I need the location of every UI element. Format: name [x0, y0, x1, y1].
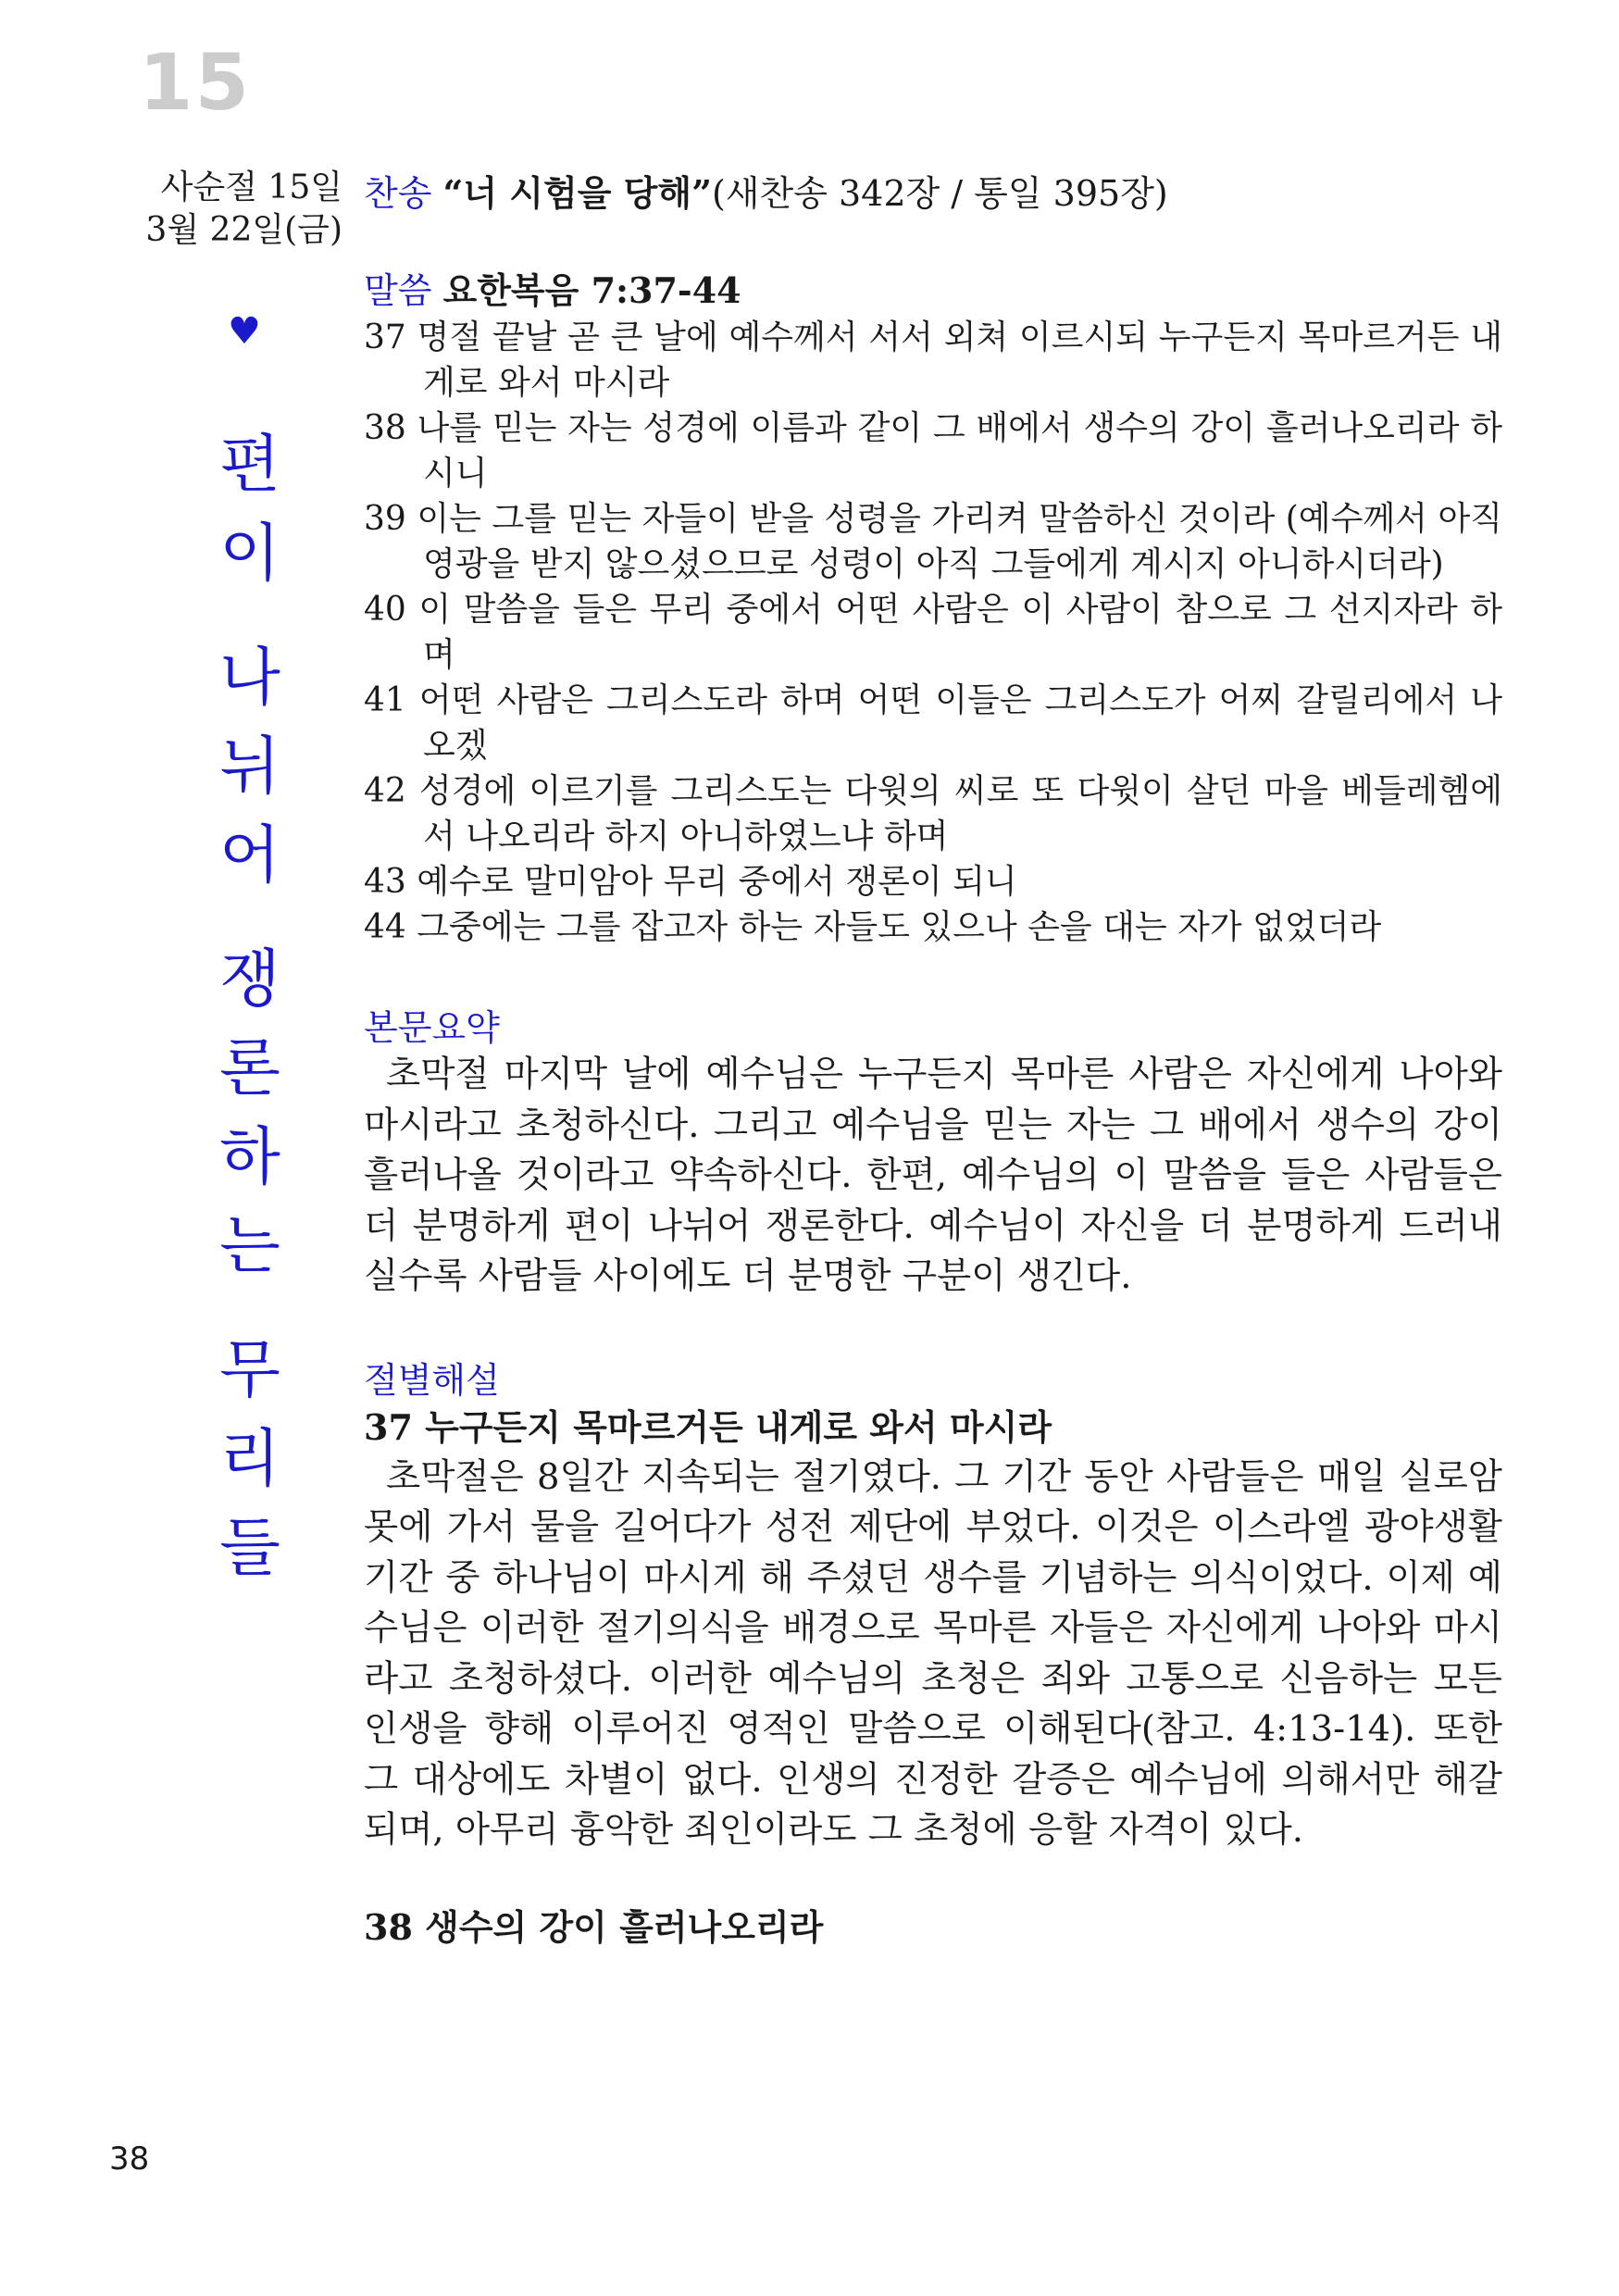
title-char: 뉘 [219, 730, 280, 804]
verse: 39 이는 그를 믿는 자들이 받을 성령을 가리켜 말씀하신 것이라 (예수께서 아직 영광을 받지 않으셨으므로 성령이 아직 그들에게 계시지 아니하시더라) [364, 500, 1502, 583]
scripture-heading [364, 268, 1502, 313]
title-char: 는 [219, 1210, 280, 1283]
title-gap [204, 599, 296, 634]
commentary-heading: 38 생수의 강이 흘러나오리라 [364, 1905, 824, 1948]
hymn-label: 찬송 [364, 173, 432, 214]
title-char: 어 [219, 819, 280, 892]
title-gap [204, 1292, 296, 1327]
verse-list [364, 315, 1502, 950]
hymn-line [364, 172, 1502, 215]
title-gap [204, 901, 296, 936]
main-content [364, 168, 1502, 1953]
title-char: 리 [219, 1423, 280, 1496]
hymn-info: (새찬송 342장 / 통일 395장) [711, 173, 1168, 214]
scripture-label: 말씀 [364, 270, 432, 311]
hymn-title: “너 시험을 당해” [442, 172, 712, 214]
title-char: 들 [219, 1512, 280, 1585]
date-block [139, 167, 342, 252]
title-char: 무 [219, 1334, 280, 1407]
verse: 44 그중에는 그를 잡고자 하는 자들도 있으나 손을 대는 자가 없었더라 [364, 908, 1382, 946]
title-char: 편 [219, 429, 280, 502]
vertical-title [204, 421, 296, 1593]
scripture-reference: 요한복음 7:37-44 [442, 269, 741, 311]
verse: 41 어떤 사람은 그리스도라 하며 어떤 이들은 그리스도가 어찌 갈릴리에서 나오겠 [364, 681, 1502, 765]
verse: 42 성경에 이르기를 그리스도는 다윗의 씨로 또 다윗이 살던 마을 베들레헴에서 나오리라 하지 아니하였느냐 하며 [364, 772, 1502, 855]
title-char: 이 [219, 518, 280, 591]
lent-day-label: 사순절 15일 [160, 168, 342, 206]
title-char: 나 [219, 642, 280, 715]
verse: 43 예수로 말미암아 무리 중에서 쟁론이 되니 [364, 863, 1017, 901]
calendar-date: 3월 22일(금) [145, 211, 342, 249]
commentary-heading: 37 누구든지 목마르거든 내게로 와서 마시라 [364, 1405, 1052, 1448]
commentary-text: 초막절은 8일간 지속되는 절기였다. 그 기간 동안 사람들은 매일 실로암 못에 가서 물을 길어다가 성전 제단에 부었다. 이것은 이스라엘 광야생활 기간 중 하나님이 마시게 해 주셨던 생수를 기념하는 의식이었다. 이제 예수님은 이러한 절기의식을 배경으로 목마른 자들은 자신에게 나아와 마시라고 초청하셨다. 이러한 예수님의 초청은 죄와 고통으로 신음하는 모든 인생을 향해 이루어진 영적인 말씀으로 이해된다(참고. 4:13-14). 또한 그 대상에도 차별이 없다. 인생의 진정한 갈증은 예수님에 의해서만 해갈되며, 아무리 흉악한 죄인이라도 그 초청에 응할 자격이 있다. [364, 1455, 1502, 1851]
title-char: 하 [219, 1121, 280, 1194]
title-char: 쟁 [219, 943, 280, 1017]
heart-icon: ♥ [228, 310, 261, 353]
title-char: 론 [219, 1032, 280, 1105]
verse: 40 이 말씀을 들은 무리 중에서 어떤 사람은 이 사람이 참으로 그 선지자라 하며 [364, 591, 1502, 674]
commentary-label: 절별해설 [364, 1359, 500, 1401]
verse: 38 나를 믿는 자는 성경에 이름과 같이 그 배에서 생수의 강이 흘러나오리라 하시니 [364, 409, 1502, 493]
day-number: 15 [139, 37, 251, 128]
verse: 37 명절 끝날 곧 큰 날에 예수께서 서서 외쳐 이르시되 누구든지 목마르거든 내게로 와서 마시라 [364, 318, 1502, 402]
summary-label: 본문요약 [364, 1007, 500, 1048]
summary-text: 초막절 마지막 날에 예수님은 누구든지 목마른 사람은 자신에게 나아와 마시라고 초청하신다. 그리고 예수님을 믿는 자는 그 배에서 생수의 강이 흘러나올 것이라고 약속하신다. 한편, 예수님의 이 말씀을 들은 사람들은 더 분명하게 편이 나뉘어 쟁론한다. 예수님이 자신을 더 분명하게 드러내실수록 사람들 사이에도 더 분명한 구분이 생긴다. [364, 1054, 1502, 1297]
page-number: 38 [109, 2140, 150, 2177]
